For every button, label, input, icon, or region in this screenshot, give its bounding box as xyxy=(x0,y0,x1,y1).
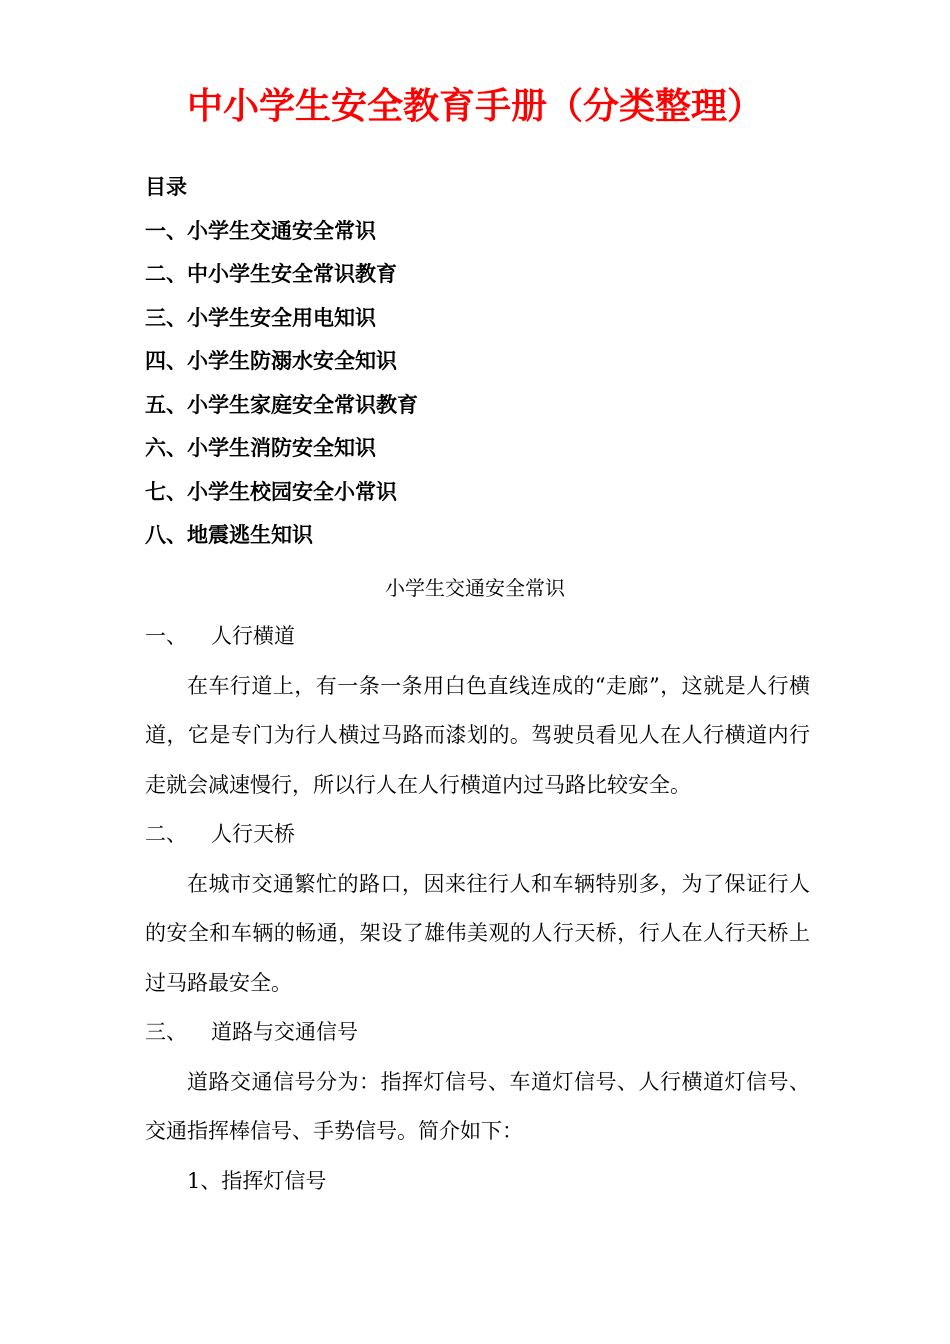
toc-item[interactable]: 一、小学生交通安全常识 xyxy=(145,218,376,243)
toc-item[interactable]: 七、小学生校园安全小常识 xyxy=(145,479,397,504)
subsection-heading xyxy=(145,1008,810,1058)
toc-item[interactable]: 四、小学生防溺水安全知识 xyxy=(145,349,397,373)
section-title: 小学生交通安全常识 xyxy=(385,576,565,600)
paragraph: 道路交通信号分为：指挥灯信号、车道灯信号、人行横道灯信号、交通指挥棒信号、手势信号。简介如下： xyxy=(145,1069,810,1143)
document-title: 中小学生安全教育手册（分类整理） xyxy=(186,86,763,127)
paragraph: 在车行道上，有一条一条用白色直线连成的“走廊”，这就是人行横道，它是专门为行人横过马路而漆划的。驾驶员看见人在人行横道内行走就会减速慢行，所以行人在人行横道内过马路比较安全。 xyxy=(145,673,810,797)
subsection-number: 三、 xyxy=(145,1020,187,1044)
table-of-contents xyxy=(145,166,825,558)
subsection-heading-text: 人行天桥 xyxy=(211,822,295,846)
subsection-heading-text: 道路与交通信号 xyxy=(211,1020,358,1044)
subsection-heading-text: 人行横道 xyxy=(211,624,295,648)
toc-item[interactable]: 六、小学生消防安全知识 xyxy=(145,436,376,460)
toc-item[interactable]: 八、地震逃生知识 xyxy=(145,523,313,547)
subsection-number: 二、 xyxy=(145,822,187,846)
toc-item[interactable]: 二、中小学生安全常识教育 xyxy=(145,262,397,286)
list-item-heading: 1、指挥灯信号 xyxy=(187,1168,327,1193)
toc-item[interactable]: 五、小学生家庭安全常识教育 xyxy=(145,392,418,417)
toc-heading: 目录 xyxy=(145,175,187,199)
subsection-number: 一、 xyxy=(145,624,187,648)
section-body xyxy=(145,612,810,1206)
paragraph: 在城市交通繁忙的路口，因来往行人和车辆特别多，为了保证行人的安全和车辆的畅通，架设了雄伟美观的人行天桥，行人在人行天桥上过马路最安全。 xyxy=(145,871,810,995)
subsection-heading xyxy=(145,612,810,662)
toc-item[interactable]: 三、小学生安全用电知识 xyxy=(145,305,376,330)
subsection-heading xyxy=(145,810,810,860)
